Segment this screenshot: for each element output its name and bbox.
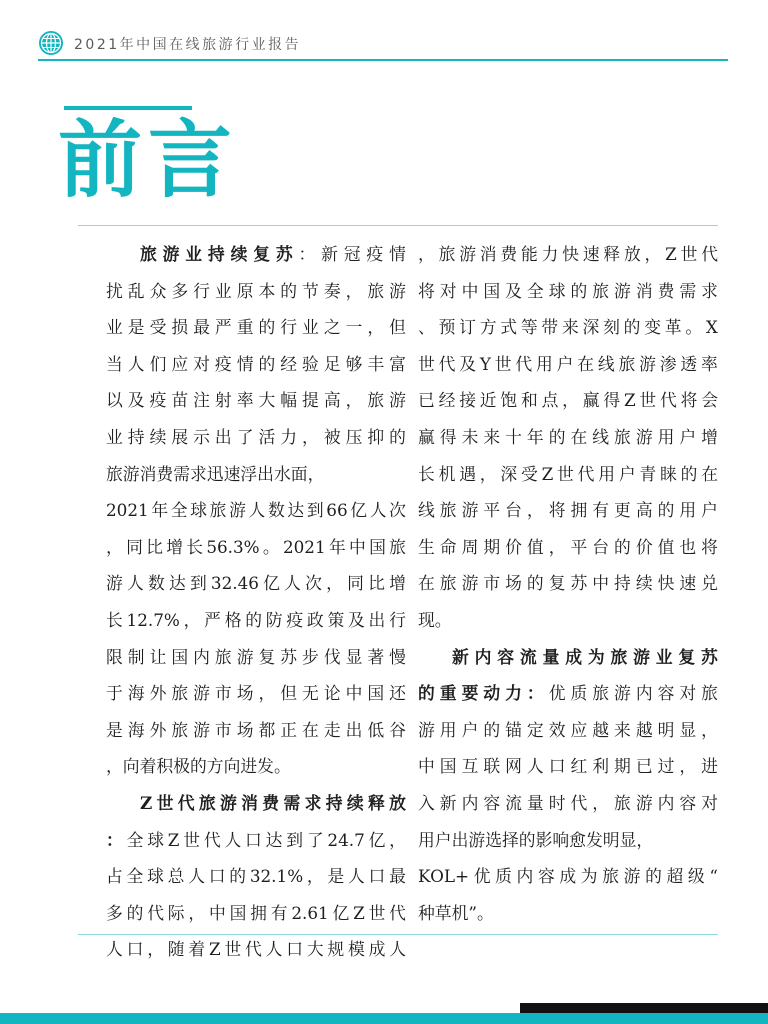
footer-teal-band: [0, 1013, 768, 1024]
text-line: 占 全 球 总 人 口 的 32.1% ， 是 人 口 最: [106, 866, 406, 887]
text-line: 已 经 接 近 饱 和 点 ， 赢 得 Z 世 代 将 会: [418, 390, 718, 411]
text-line: 中 国 互 联 网 人 口 红 利 期 已 过 ， 进: [418, 756, 718, 777]
text-line: 现。: [418, 609, 452, 630]
text-line: 长 机 遇 ， 深 受 Z 世 代 用 户 青 睐 的 在: [418, 463, 718, 484]
text-line: 在 旅 游 市 场 的 复 苏 中 持 续 快 速 兑: [418, 573, 718, 594]
text-line: 、 预 订 方 式 等 带 来 深 刻 的 变 革 。 X: [418, 317, 718, 338]
text-line: 的 重 要 动 力 ： 优 质 旅 游 内 容 对 旅: [418, 683, 718, 704]
text-line: 2021 年 全 球 旅 游 人 数 达 到 66 亿 人 次: [106, 500, 406, 521]
text-line: 将 对 中 国 及 全 球 的 旅 游 消 费 需 求: [418, 280, 718, 301]
text-line: 游 用 户 的 锚 定 效 应 越 来 越 明 显 ，: [418, 719, 718, 740]
text-line: 于 海 外 旅 游 市 场 ， 但 无 论 中 国 还: [106, 683, 406, 704]
text-line: 限 制 让 国 内 旅 游 复 苏 步 伐 显 著 慢: [106, 646, 406, 667]
text-line: 旅 游 业 持 续 复 苏 ： 新 冠 疫 情: [140, 244, 406, 264]
text-line: ： 全 球 Z 世 代 人 口 达 到 了 24.7 亿 ，: [106, 829, 406, 850]
content-top-divider: [78, 225, 718, 226]
text-line: 扰 乱 众 多 行 业 原 本 的 节 奏 ， 旅 游: [106, 280, 406, 301]
globe-icon: [38, 30, 64, 56]
text-line: 世 代 及 Y 世 代 用 户 在 线 旅 游 渗 透 率: [418, 353, 718, 374]
text-line: 用户出游选择的影响愈发明显，: [418, 829, 654, 850]
text-line: ， 同 比 增 长 56.3% 。 2021 年 中 国 旅: [106, 536, 406, 557]
text-line: 游 人 数 达 到 32.46 亿 人 次 ， 同 比 增: [106, 573, 406, 594]
text-line: 以 及 疫 苗 注 射 率 大 幅 提 高 ， 旅 游: [106, 390, 406, 411]
text-line: 入 新 内 容 流 量 时 代 ， 旅 游 内 容 对: [418, 792, 718, 813]
text-line: 线 旅 游 平 台 ， 将 拥 有 更 高 的 用 户: [418, 500, 718, 521]
report-title: 2021年中国在线旅游行业报告: [74, 37, 302, 53]
text-line: 旅游消费需求迅速浮出水面，: [106, 463, 325, 484]
content-bottom-divider: [78, 934, 718, 935]
footer-black-bar: [520, 1003, 768, 1013]
text-line: 人 口 ， 随 着 Z 世 代 人 口 大 规 模 成 人: [106, 939, 406, 960]
page-title: 前言: [58, 111, 239, 209]
header-divider: [38, 59, 728, 61]
text-line: 新 内 容 流 量 成 为 旅 游 业 复 苏: [452, 646, 718, 667]
text-line: Z 世 代 旅 游 消 费 需 求 持 续 释 放: [140, 792, 406, 813]
right-text-column: [418, 236, 718, 931]
left-text-column: [106, 236, 406, 968]
text-line: 是 海 外 旅 游 市 场 都 正 在 走 出 低 谷: [106, 719, 406, 740]
text-line: 种草机”。: [418, 902, 494, 923]
text-line: 业 是 受 损 最 严 重 的 行 业 之 一 ， 但: [106, 317, 406, 338]
text-line: 赢 得 未 来 十 年 的 在 线 旅 游 用 户 增: [418, 426, 718, 447]
text-line: ， 旅 游 消 费 能 力 快 速 释 放 ， Z 世 代: [418, 244, 718, 264]
text-line: 当 人 们 应 对 疫 情 的 经 验 足 够 丰 富: [106, 353, 406, 374]
text-line: 生 命 周 期 价 值 ， 平 台 的 价 值 也 将: [418, 536, 718, 557]
text-line: KOL+ 优 质 内 容 成 为 旅 游 的 超 级 “: [418, 866, 718, 887]
text-line: ，向着积极的方向进发。: [106, 756, 291, 777]
text-line: 多 的 代 际 ， 中 国 拥 有 2.61 亿 Z 世 代: [106, 902, 406, 923]
text-line: 业 持 续 展 示 出 了 活 力 ， 被 压 抑 的: [106, 426, 406, 447]
text-line: 长 12.7% ， 严 格 的 防 疫 政 策 及 出 行: [106, 609, 406, 630]
